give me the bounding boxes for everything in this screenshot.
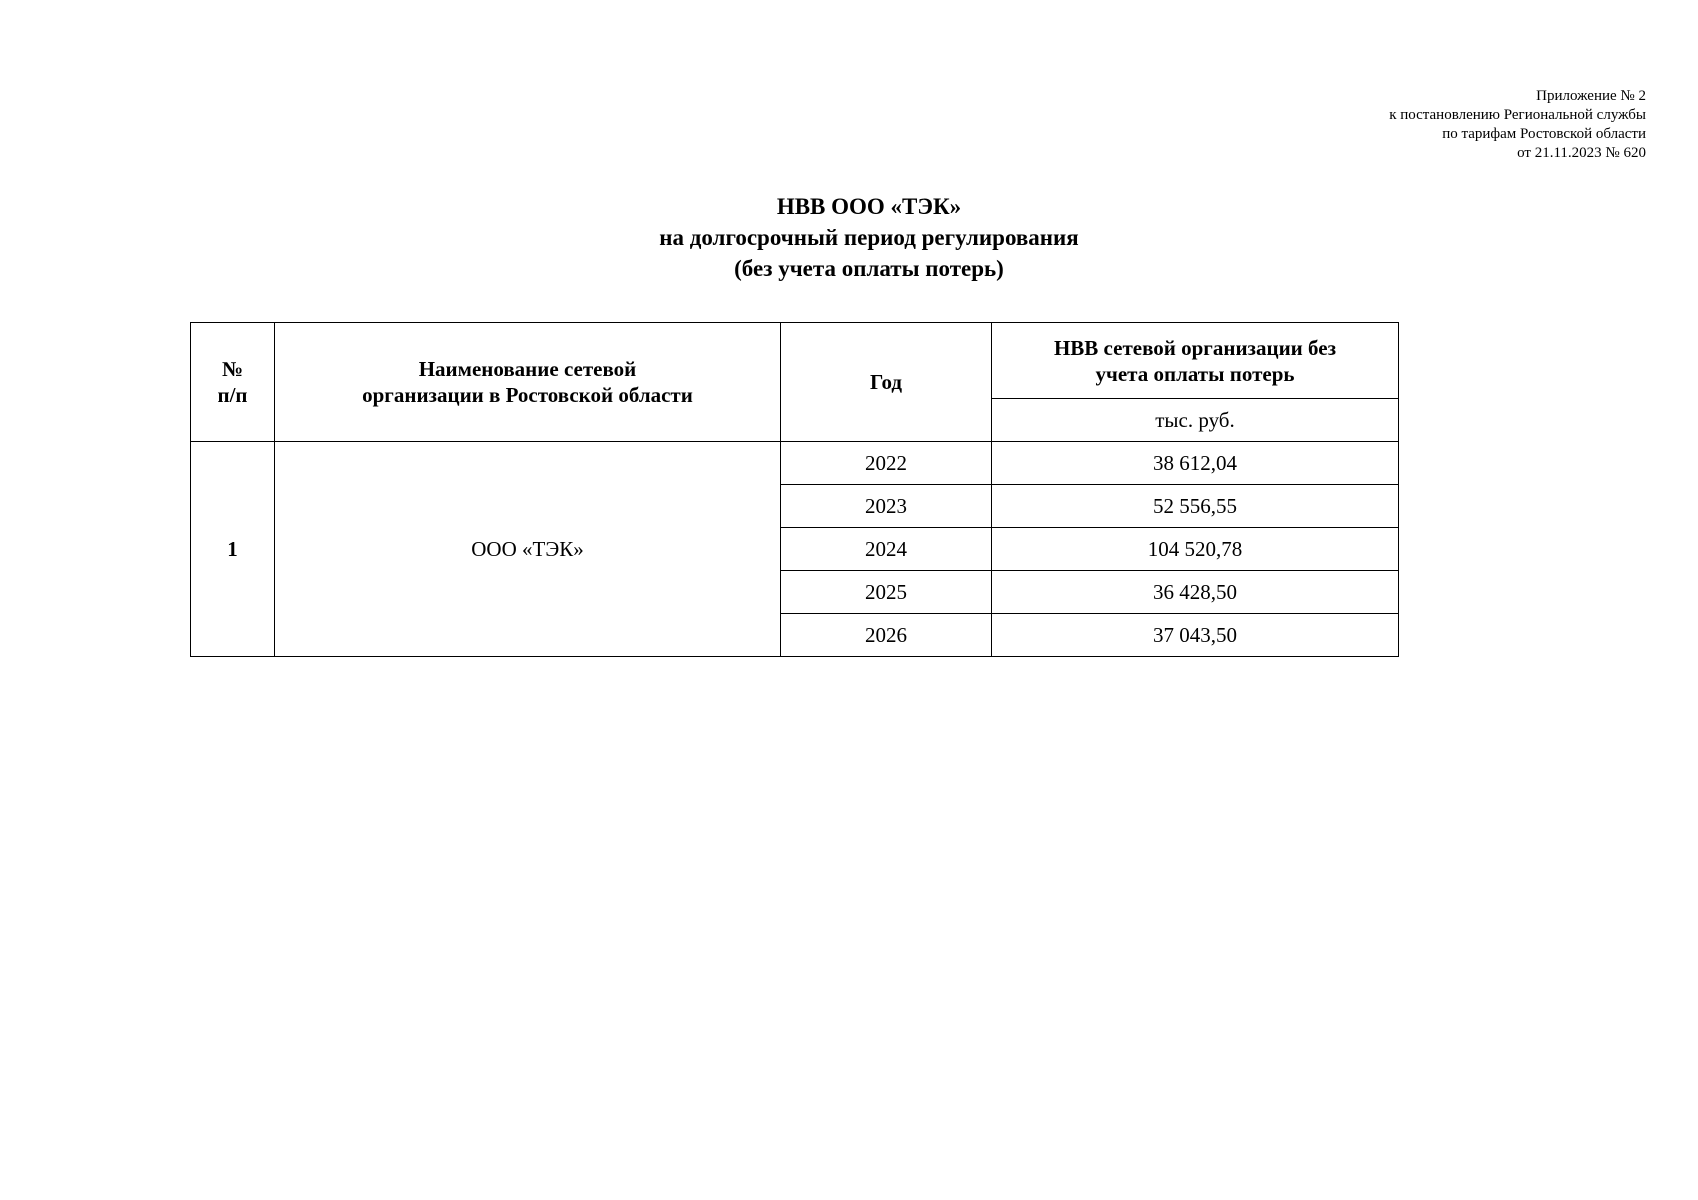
value-cell: 37 043,50 bbox=[992, 614, 1399, 657]
year-cell: 2022 bbox=[781, 442, 992, 485]
title-line: НВВ ООО «ТЭК» bbox=[776, 194, 962, 219]
header-unit: тыс. руб. bbox=[992, 399, 1399, 442]
header-organization-name bbox=[275, 323, 781, 442]
year-cell: 2026 bbox=[781, 614, 992, 657]
nvv-table bbox=[190, 322, 1399, 657]
table-row bbox=[191, 442, 1399, 485]
appendix-line: по тарифам Ростовской области bbox=[1442, 126, 1646, 142]
header-text: НВВ сетевой организации без bbox=[1053, 335, 1337, 360]
value-cell: 38 612,04 bbox=[992, 442, 1399, 485]
header-row bbox=[191, 323, 1399, 399]
header-text: № bbox=[221, 357, 244, 381]
organization-cell: ООО «ТЭК» bbox=[275, 442, 781, 657]
header-text: п/п bbox=[217, 383, 248, 407]
header-text: учета оплаты потерь bbox=[1095, 361, 1295, 386]
header-year: Год bbox=[781, 323, 992, 442]
value-cell: 104 520,78 bbox=[992, 528, 1399, 571]
value-cell: 36 428,50 bbox=[992, 571, 1399, 614]
value-cell: 52 556,55 bbox=[992, 485, 1399, 528]
year-cell: 2025 bbox=[781, 571, 992, 614]
year-cell: 2024 bbox=[781, 528, 992, 571]
appendix-line: от 21.11.2023 № 620 bbox=[1517, 145, 1646, 161]
header-text: Наименование сетевой bbox=[418, 357, 637, 381]
appendix-line: к постановлению Региональной службы bbox=[1389, 107, 1646, 123]
appendix-line: Приложение № 2 bbox=[1536, 88, 1646, 104]
header-text: организации в Ростовской области bbox=[362, 383, 693, 407]
title-line: (без учета оплаты потерь) bbox=[734, 256, 1004, 281]
row-number-cell: 1 bbox=[191, 442, 275, 657]
header-nvv bbox=[992, 323, 1399, 399]
header-number bbox=[191, 323, 275, 442]
year-cell: 2023 bbox=[781, 485, 992, 528]
document-title bbox=[0, 191, 1698, 284]
title-line: на долгосрочный период регулирования bbox=[659, 225, 1079, 250]
appendix-note bbox=[1126, 87, 1646, 163]
